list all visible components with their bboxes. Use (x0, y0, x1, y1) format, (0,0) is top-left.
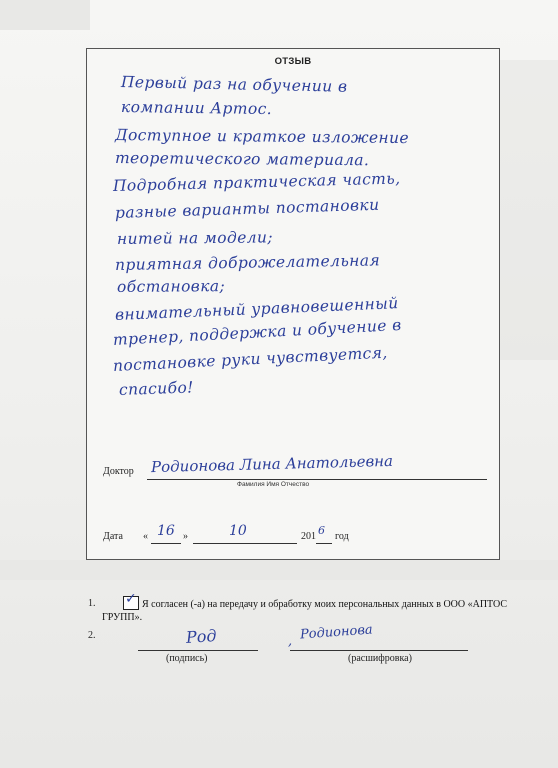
bleed-through-shadow (0, 560, 558, 580)
review-line: постановке руки чувствуется, (112, 343, 389, 375)
date-open-quote: « (143, 531, 148, 542)
doctor-name-line (147, 479, 487, 480)
signature-caption: (подпись) (166, 653, 208, 664)
year-prefix: 201 (301, 531, 316, 542)
review-line: спасибо! (118, 378, 195, 399)
consent-item-number: 1. (88, 598, 96, 609)
consent-text-body: Я согласен (-а) на передачу и обработку моих персональных данных в ООО «АПТОС ГРУПП». (102, 599, 508, 623)
bleed-through-shadow (500, 60, 558, 360)
review-line: Доступное и краткое изложение (114, 126, 410, 148)
review-line: Первый раз на обучении в (120, 73, 348, 96)
review-line: компании Артос. (120, 98, 273, 119)
review-line: обстановка; (116, 277, 226, 296)
review-line: разные варианты постановки (114, 195, 380, 222)
review-line: внимательный уравновешенный (114, 294, 399, 324)
decoding-caption: (расшифровка) (348, 653, 412, 664)
date-label: Дата (103, 531, 123, 542)
bleed-through-shadow (0, 0, 90, 30)
review-frame (86, 48, 500, 560)
form-title: ОТЗЫВ (274, 56, 312, 67)
doctor-label: Доктор (103, 466, 134, 477)
review-line: тренер, поддержка и обучение в (112, 315, 402, 349)
date-month-line (193, 543, 297, 544)
date-day-line (151, 543, 181, 544)
review-line: приятная доброжелательная (114, 251, 381, 274)
review-line: Подробная практическая часть, (112, 169, 401, 195)
year-line (316, 543, 332, 544)
year-handwritten: 6 (318, 524, 325, 537)
decoding-comma-mark: , (288, 634, 293, 649)
check-mark-icon: ✓ (125, 591, 137, 607)
year-suffix: год (335, 531, 349, 542)
signature-item-number: 2. (88, 630, 96, 641)
consent-text (102, 598, 530, 624)
review-line: нитей на модели; (116, 228, 274, 248)
decoding-handwritten: Родионова (299, 622, 374, 643)
review-line: теоретического материала. (114, 149, 370, 170)
signature-line (138, 650, 258, 651)
signature-handwritten: Род (185, 625, 218, 648)
date-month-handwritten: 10 (229, 523, 247, 539)
doctor-name-caption: Фамилия Имя Отчество (237, 481, 310, 488)
decoding-line (290, 650, 468, 651)
doctor-name-handwritten: Родионова Лина Анатольевна (150, 451, 394, 477)
date-day-handwritten: 16 (157, 523, 175, 539)
date-close-quote: » (183, 531, 188, 542)
